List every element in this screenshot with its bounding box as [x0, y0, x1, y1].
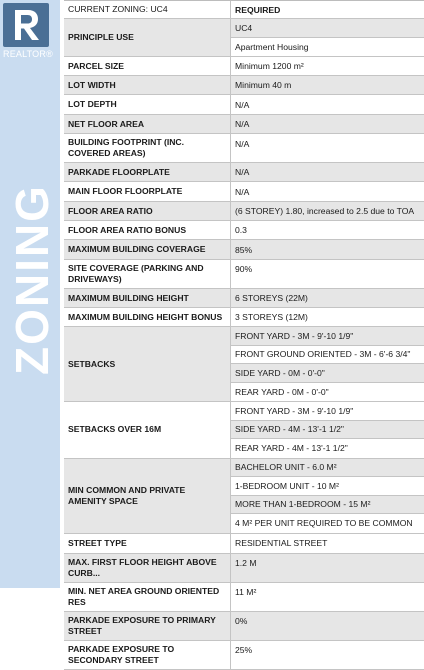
- row-label: MAXIMUM BUILDING HEIGHT: [64, 289, 231, 307]
- table-row: [64, 202, 424, 221]
- row-value: N/A: [235, 99, 250, 110]
- row-label: FLOOR AREA RATIO: [64, 202, 231, 220]
- row-value: Minimum 1200 m²: [235, 61, 304, 71]
- row-label: PARKADE EXPOSURE TO SECONDARY STREET: [64, 641, 231, 669]
- row-label: BUILDING FOOTPRINT (INC. COVERED AREAS): [64, 134, 231, 162]
- row-value: 3 STOREYS (12M): [235, 312, 308, 322]
- table-row: [64, 76, 424, 95]
- table-row: [64, 115, 424, 134]
- table-row: [64, 182, 424, 202]
- row-value: FRONT YARD - 3M - 9'-10 1/9": [231, 327, 424, 346]
- row-value: 1.2 M: [235, 557, 257, 568]
- row-value: 85%: [235, 244, 253, 255]
- table-row: [64, 641, 424, 670]
- row-value: SIDE YARD - 0M - 0'-0": [231, 364, 424, 383]
- table-row: [64, 163, 424, 182]
- table-row: [64, 95, 424, 115]
- row-label: MAIN FLOOR FLOORPLATE: [64, 182, 231, 201]
- row-label: PARCEL SIZE: [64, 57, 231, 75]
- row-label: MAXIMUM BUILDING HEIGHT BONUS: [64, 308, 231, 326]
- row-value: Minimum 40 m: [235, 80, 292, 90]
- required-header: REQUIRED: [235, 4, 281, 15]
- table-row: [64, 260, 424, 289]
- row-value: N/A: [235, 167, 250, 177]
- row-value: 0%: [235, 615, 248, 626]
- row-value: UC4: [231, 19, 424, 38]
- table-row: [64, 554, 424, 583]
- row-value: N/A: [235, 119, 250, 129]
- row-label: SITE COVERAGE (PARKING AND DRIVEWAYS): [64, 260, 231, 288]
- row-label: PARKADE FLOORPLATE: [64, 163, 231, 181]
- row-value: 90%: [235, 264, 253, 274]
- row-value: 25%: [235, 645, 253, 655]
- table-row: [64, 534, 424, 554]
- row-label: MAX. FIRST FLOOR HEIGHT ABOVE CURB...: [64, 554, 231, 582]
- row-value: REAR YARD - 0M - 0'-0": [231, 383, 424, 402]
- table-row: [64, 308, 424, 327]
- realtor-r-icon: [3, 3, 49, 47]
- zoning-table: [64, 0, 424, 670]
- row-label: FLOOR AREA RATIO BONUS: [64, 221, 231, 239]
- row-label: MIN COMMON AND PRIVATE AMENITY SPACE: [64, 459, 231, 533]
- sidebar: [0, 0, 60, 588]
- row-label: SETBACKS: [64, 327, 231, 401]
- table-row: [64, 459, 424, 534]
- realtor-wordmark: REALTOR®: [3, 49, 53, 59]
- row-value: RESIDENTIAL STREET: [235, 538, 328, 548]
- table-row: [64, 612, 424, 641]
- row-value: 4 M² PER UNIT REQUIRED TO BE COMMON: [231, 514, 424, 533]
- row-label: MAXIMUM BUILDING COVERAGE: [64, 240, 231, 259]
- table-row: [64, 327, 424, 402]
- table-row: [64, 402, 424, 459]
- row-value: Apartment Housing: [231, 38, 424, 57]
- row-label: PRINCIPLE USE: [64, 19, 231, 56]
- table-row: [64, 19, 424, 57]
- row-label: LOT WIDTH: [64, 76, 231, 94]
- row-value: N/A: [235, 186, 250, 197]
- table-row: [64, 57, 424, 76]
- table-header-row: [64, 1, 424, 19]
- row-value: 1-BEDROOM UNIT - 10 M²: [231, 477, 424, 496]
- row-value: BACHELOR UNIT - 6.0 M²: [231, 459, 424, 478]
- row-value: 11 M²: [235, 587, 257, 597]
- row-value: 6 STOREYS (22M): [235, 293, 308, 303]
- row-value: FRONT YARD - 3M - 9'-10 1/9": [231, 402, 424, 421]
- table-row: [64, 583, 424, 612]
- row-label: NET FLOOR AREA: [64, 115, 231, 133]
- sidebar-title: ZONING: [6, 184, 58, 375]
- row-value: SIDE YARD - 4M - 13'-1 1/2": [231, 421, 424, 440]
- row-value: (6 STOREY) 1.80, increased to 2.5 due to TOA: [235, 206, 415, 216]
- row-value: FRONT GROUND ORIENTED - 3M - 6'-6 3/4": [231, 346, 424, 365]
- row-value: N/A: [235, 138, 250, 149]
- table-row: [64, 289, 424, 308]
- current-zoning-label: CURRENT ZONING: UC4: [64, 1, 231, 18]
- table-row: [64, 240, 424, 260]
- row-label: SETBACKS OVER 16M: [64, 402, 231, 458]
- realtor-logo: [3, 3, 53, 60]
- row-value: REAR YARD - 4M - 13'-1 1/2": [235, 443, 348, 454]
- row-value: MORE THAN 1-BEDROOM - 15 M²: [231, 496, 424, 515]
- table-row: [64, 221, 424, 240]
- row-value: 0.3: [235, 225, 247, 235]
- row-label: LOT DEPTH: [64, 95, 231, 114]
- row-label: PARKADE EXPOSURE TO PRIMARY STREET: [64, 612, 231, 640]
- table-row: [64, 134, 424, 163]
- row-label: MIN. NET AREA GROUND ORIENTED RES: [64, 583, 231, 611]
- row-label: STREET TYPE: [64, 534, 231, 553]
